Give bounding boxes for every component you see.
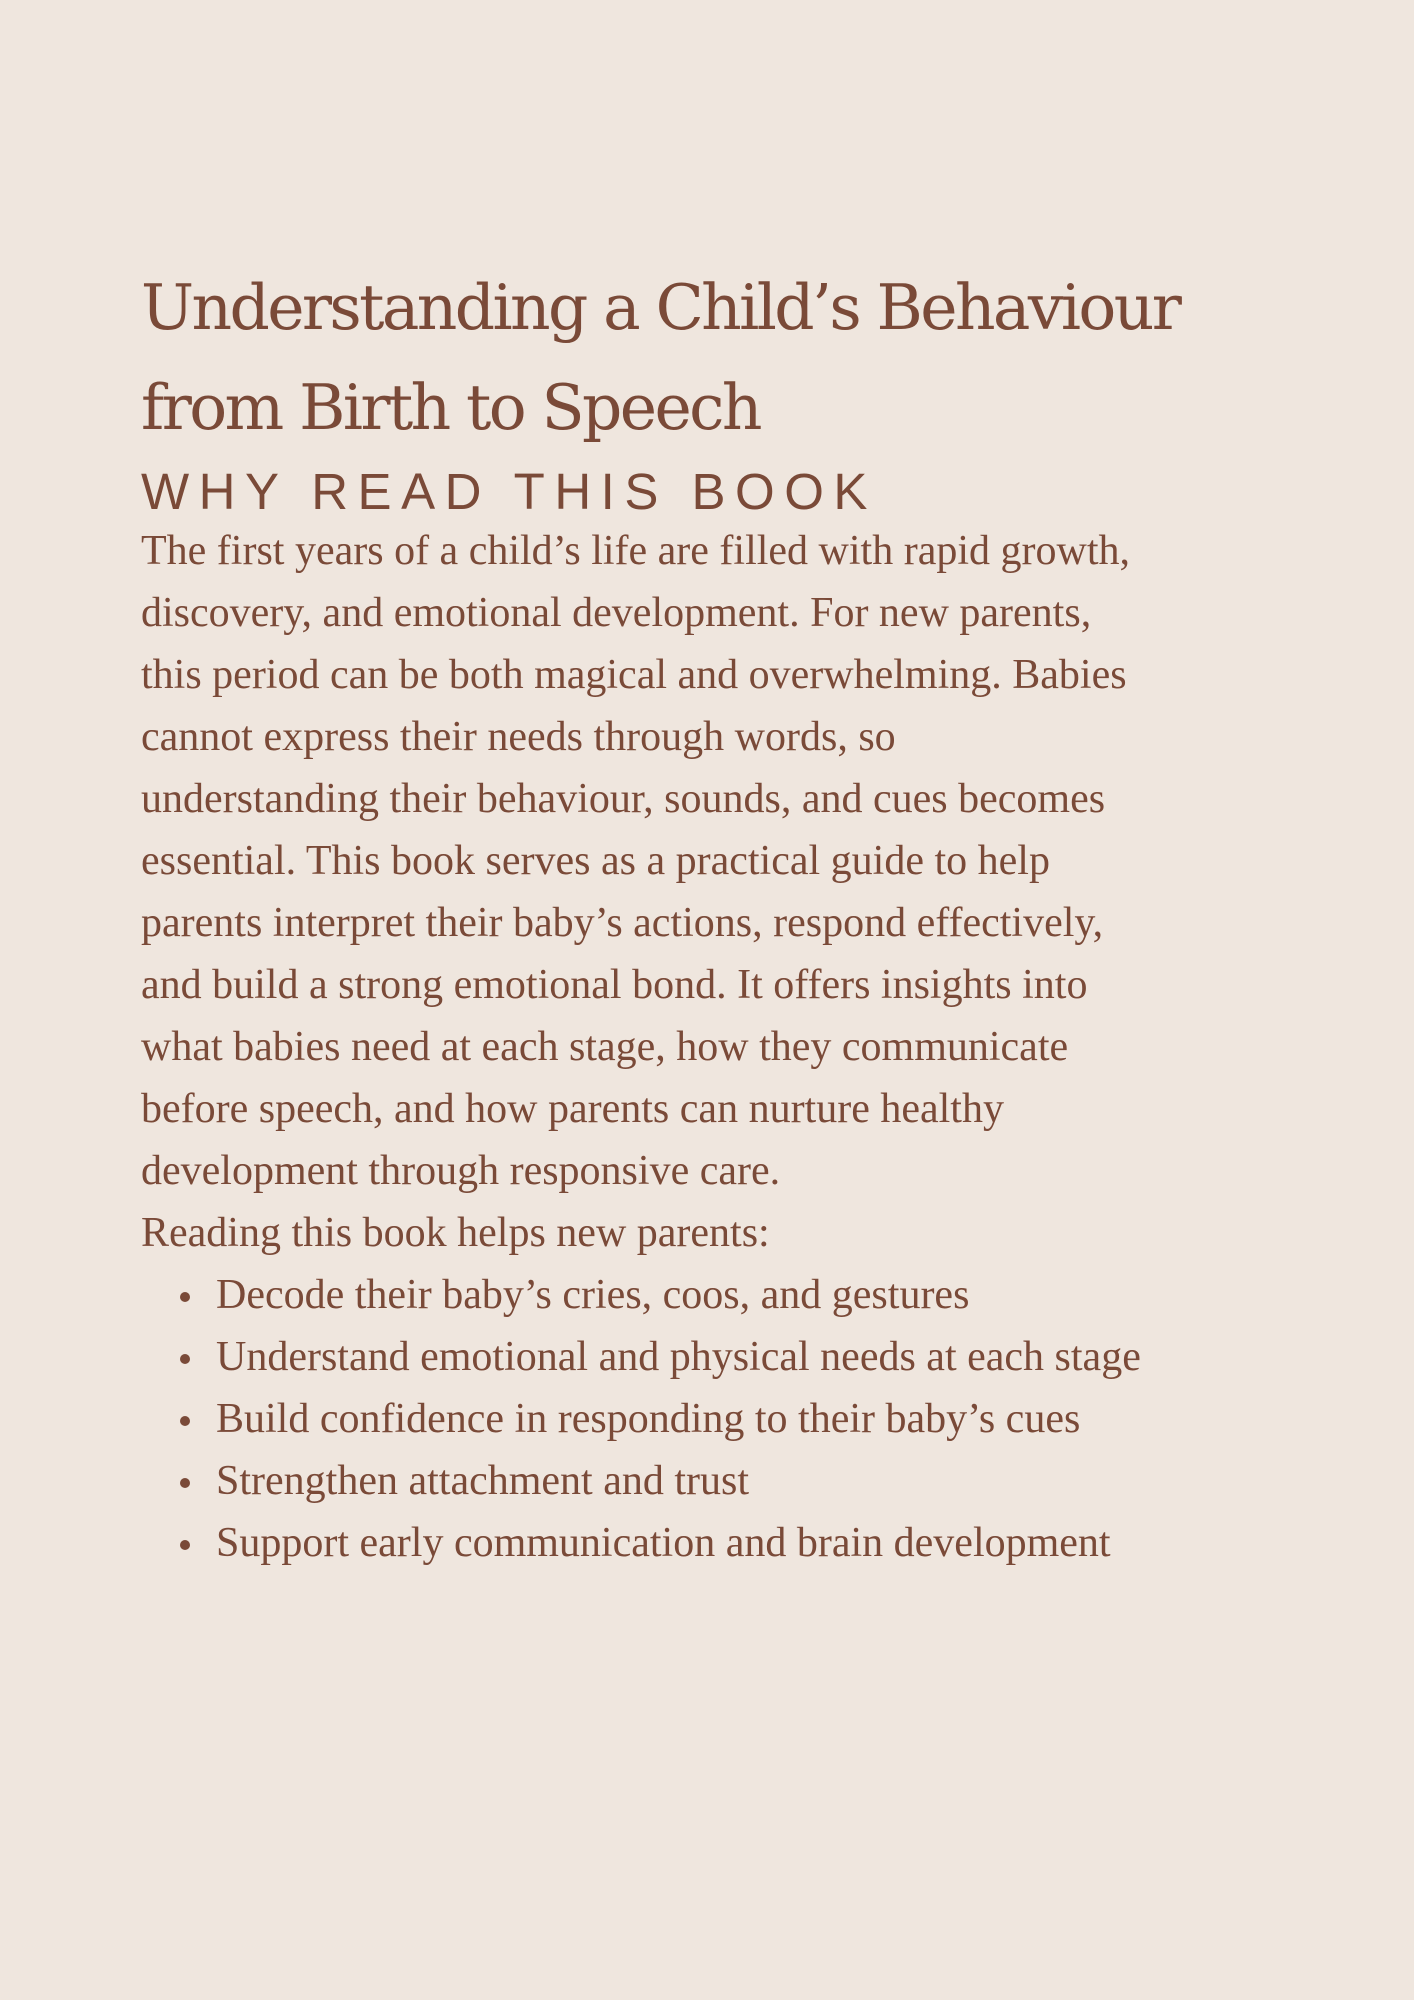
intro-line: essential. This book serves as a practical guide to help xyxy=(141,838,1050,884)
intro-line: parents interpret their baby’s actions, respond effectively, xyxy=(141,900,1104,946)
intro-paragraph xyxy=(141,520,1301,1202)
book-title-line-2: from Birth to Speech xyxy=(141,371,760,444)
body-text xyxy=(141,520,1301,1574)
intro-line: discovery, and emotional development. For new parents, xyxy=(141,590,1092,636)
benefits-list-item: Strengthen attachment and trust xyxy=(141,1450,1301,1512)
intro-line: cannot express their needs through words, so xyxy=(141,714,896,760)
intro-line: and build a strong emotional bond. It offers insights into xyxy=(141,962,1088,1008)
intro-line: what babies need at each stage, how they communicate xyxy=(141,1024,1069,1070)
benefits-list xyxy=(141,1264,1301,1574)
section-heading: WHY READ THIS BOOK xyxy=(141,463,877,520)
benefits-list-item: Support early communication and brain development xyxy=(141,1512,1301,1574)
intro-line: this period can be both magical and overwhelming. Babies xyxy=(141,652,1127,698)
book-title xyxy=(141,258,1301,458)
benefits-list-item: Decode their baby’s cries, coos, and gestures xyxy=(141,1264,1301,1326)
intro-line: development through responsive care. xyxy=(141,1148,781,1194)
benefits-lead: Reading this book helps new parents: xyxy=(141,1210,770,1256)
intro-line: The first years of a child’s life are filled with rapid growth, xyxy=(141,528,1131,574)
benefits-list-item: Understand emotional and physical needs at each stage xyxy=(141,1326,1301,1388)
intro-line: understanding their behaviour, sounds, and cues becomes xyxy=(141,776,1106,822)
page-content xyxy=(141,258,1301,1574)
book-title-line-1: Understanding a Child’s Behaviour xyxy=(141,271,1180,344)
intro-line: before speech, and how parents can nurture healthy xyxy=(141,1086,1004,1132)
benefits-list-item: Build confidence in responding to their baby’s cues xyxy=(141,1388,1301,1450)
